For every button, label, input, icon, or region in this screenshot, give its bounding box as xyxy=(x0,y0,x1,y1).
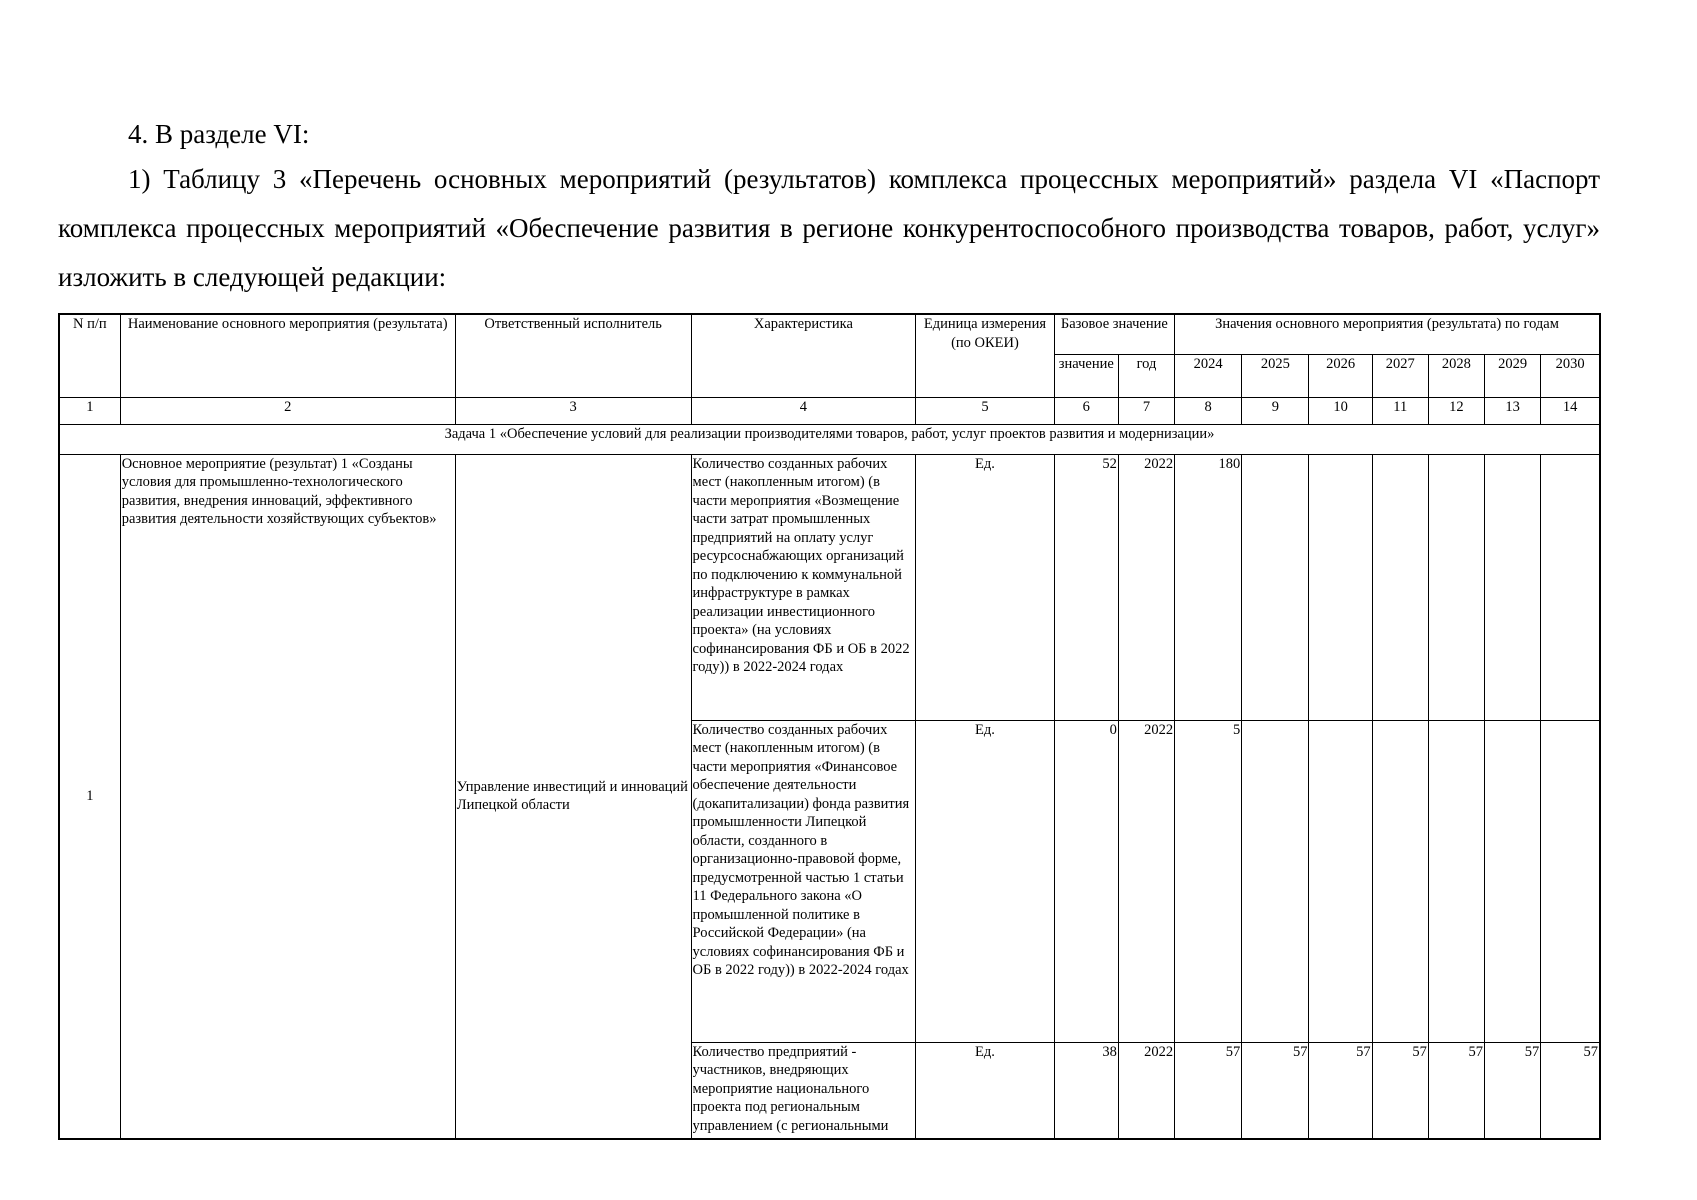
activities-table xyxy=(58,313,1601,1140)
row-value-2027 xyxy=(1372,454,1428,720)
header-executor: Ответственный исполнитель xyxy=(455,314,691,397)
header-name: Наименование основного мероприятия (результата) xyxy=(120,314,455,397)
row-base-value: 38 xyxy=(1054,1042,1118,1139)
header-year-2025: 2025 xyxy=(1242,354,1309,397)
row-value-2027 xyxy=(1372,720,1428,1042)
column-number: 5 xyxy=(916,397,1054,424)
row-unit: Ед. xyxy=(916,1042,1054,1139)
row-value-2025 xyxy=(1242,720,1309,1042)
row-base-value: 0 xyxy=(1054,720,1118,1042)
row-value-2025: 57 xyxy=(1242,1042,1309,1139)
row-value-2026: 57 xyxy=(1309,1042,1372,1139)
header-year-2029: 2029 xyxy=(1485,354,1541,397)
row-value-2028 xyxy=(1428,454,1484,720)
row-value-2029 xyxy=(1485,454,1541,720)
task-row xyxy=(59,424,1600,454)
header-base-year: год xyxy=(1118,354,1174,397)
header-num: N п/п xyxy=(59,314,120,397)
row-value-2029 xyxy=(1485,720,1541,1042)
header-year-2030: 2030 xyxy=(1541,354,1600,397)
row-value-2030 xyxy=(1541,720,1600,1042)
column-number: 8 xyxy=(1175,397,1242,424)
column-number: 6 xyxy=(1054,397,1118,424)
column-number: 12 xyxy=(1428,397,1484,424)
item-number: 1 xyxy=(59,454,120,1139)
header-year-2028: 2028 xyxy=(1428,354,1484,397)
row-value-2026 xyxy=(1309,454,1372,720)
column-number: 3 xyxy=(455,397,691,424)
row-characteristic xyxy=(691,1042,916,1139)
row-value-2024: 180 xyxy=(1175,454,1242,720)
column-number: 14 xyxy=(1541,397,1600,424)
header-year-2027: 2027 xyxy=(1372,354,1428,397)
row-unit: Ед. xyxy=(916,454,1054,720)
header-base-value: значение xyxy=(1054,354,1118,397)
column-number: 1 xyxy=(59,397,120,424)
row-value-2030 xyxy=(1541,454,1600,720)
item-name: Основное мероприятие (результат) 1 «Созданы условия для промышленно-технологического развития, внедрения инноваций, эффективного развития деятельности хозяйствующих субъектов» xyxy=(120,454,455,1139)
row-characteristic: Количество созданных рабочих мест (накопленным итогом) (в части мероприятия «Финансовое обеспечение деятельности (докапитализации) фонда развития промышленности Липецкой области, созданного в организационно-правовой форме, предусмотренной частью 1 статьи 11 Федерального закона «О промышленной политике в Российской Федерации» (на условиях софинансирования ФБ и ОБ в 2022 году)) в 2022-2024 годах xyxy=(691,720,916,1042)
header-characteristic: Характеристика xyxy=(691,314,916,397)
column-number: 13 xyxy=(1485,397,1541,424)
intro-paragraph: 1) Таблицу 3 «Перечень основных мероприятий (результатов) комплекса процессных мероприятий» раздела VI «Паспорт комплекса процессных мероприятий «Обеспечение развития в регионе конкурентоспособного производства товаров, работ, услуг» изложить в следующей редакции: xyxy=(58,164,1600,292)
column-number: 2 xyxy=(120,397,455,424)
header-years-group: Значения основного мероприятия (результата) по годам xyxy=(1175,314,1600,354)
row-unit: Ед. xyxy=(916,720,1054,1042)
row-characteristic: Количество созданных рабочих мест (накопленным итогом) (в части мероприятия «Возмещение части затрат промышленных предприятий на оплату услуг ресурсоснабжающих организаций по подключению к коммунальной инфраструктуре в рамках реализации инвестиционного проекта» (на условиях софинансирования ФБ и ОБ в 2022 году)) в 2022-2024 годах xyxy=(691,454,916,720)
column-number: 9 xyxy=(1242,397,1309,424)
row-characteristic-text: Количество предприятий - участников, внедряющих мероприятие национального проекта под региональным управлением (с региональными xyxy=(692,1043,889,1134)
row-value-2029: 57 xyxy=(1485,1042,1541,1139)
column-number: 7 xyxy=(1118,397,1174,424)
column-number: 11 xyxy=(1372,397,1428,424)
header-row-1 xyxy=(59,314,1600,354)
column-number: 4 xyxy=(691,397,916,424)
header-year-2026: 2026 xyxy=(1309,354,1372,397)
row-base-year: 2022 xyxy=(1118,454,1174,720)
column-numbers-row xyxy=(59,397,1600,424)
row-value-2027: 57 xyxy=(1372,1042,1428,1139)
header-unit: Единица измерения (по ОКЕИ) xyxy=(916,314,1054,397)
row-value-2028: 57 xyxy=(1428,1042,1484,1139)
row-value-2026 xyxy=(1309,720,1372,1042)
table-row xyxy=(59,454,1600,720)
row-value-2030: 57 xyxy=(1541,1042,1600,1139)
row-value-2024: 57 xyxy=(1175,1042,1242,1139)
header-year-2024: 2024 xyxy=(1175,354,1242,397)
section-heading: 4. В разделе VI: xyxy=(128,119,310,149)
row-base-year: 2022 xyxy=(1118,720,1174,1042)
row-value-2024: 5 xyxy=(1175,720,1242,1042)
column-number: 10 xyxy=(1309,397,1372,424)
header-base: Базовое значение xyxy=(1054,314,1174,354)
row-value-2025 xyxy=(1242,454,1309,720)
row-value-2028 xyxy=(1428,720,1484,1042)
task-title: Задача 1 «Обеспечение условий для реализации производителями товаров, работ, услуг проектов развития и модернизации» xyxy=(59,424,1600,454)
item-executor: Управление инвестиций и инноваций Липецкой области xyxy=(455,454,691,1139)
row-base-year: 2022 xyxy=(1118,1042,1174,1139)
row-base-value: 52 xyxy=(1054,454,1118,720)
